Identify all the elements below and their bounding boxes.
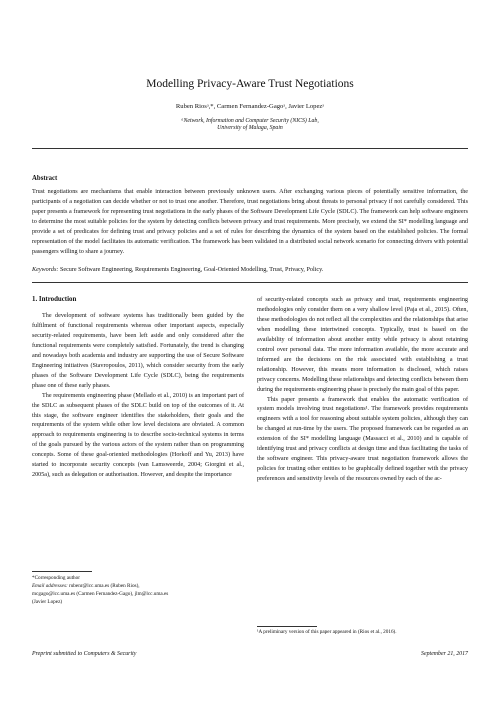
footnote-emails — [32, 582, 244, 590]
body-paragraph: of security-related concepts such as privacy and trust, requirements engineering methodologies only consider them on a very shallow level (Paja et al., 2015). Often, these methodologies do not reflect all the complexities and the relationships that arise when modelling these intertwined concepts. Typically, trust is based on the availability of information about another entity while privacy is about retaining control over personal data. The more information available, the more accurate and informed are the decisions on the risk associated with establishing a trust relationship. However, this means more information is disclosed, which raises privacy concerns. Modelling these relationships and detecting conflicts between them during the requirements engineering phase is precisely the main goal of this paper. — [257, 297, 468, 393]
footnote-email-2: mcgago@lcc.uma.es (Carmen Fernandez-Gago), jlm@lcc.uma.es — [32, 591, 169, 598]
footnote-email-1: rubenr@lcc.uma.es (Ruben Rios), — [68, 583, 140, 590]
mid-divider — [32, 282, 468, 283]
footnote-email-3: (Javier Lopez) — [32, 599, 63, 606]
top-divider — [32, 148, 468, 149]
right-column — [257, 296, 468, 485]
footnote-email-label: Email addresses: — [32, 583, 68, 590]
abstract-heading: Abstract — [32, 175, 58, 182]
footnote-divider — [32, 571, 92, 572]
affiliation-line-1: ᵃNetwork, Information and Computer Security (NICS) Lab, — [181, 118, 319, 124]
left-column — [32, 312, 244, 481]
keywords-label: Keywords: — [32, 267, 59, 273]
footer-submission-note: Preprint submitted to Computers & Security — [32, 651, 137, 657]
abstract-text: Trust negotiations are mechanisms that enable interaction between previously unknown users. After exchanging various pieces of potentially sensitive information, the participants of a negotiation can decide whether or not to trust one another. Therefore, trust negotiations bring about threats to personal privacy if not carefully considered. This paper presents a framework for representing trust negotiations in the early phases of the Software Development Life Cycle (SDLC). The framework can help software engineers to determine the most suitable policies for the system by detecting conflicts between privacy and trust requirements. More precisely, we extend the SI* modelling language and provide a set of predicates for defining trust and privacy policies and a set of rules for describing the dynamics of the system based on the established policies. The formal representation of the model facilitates its automatic verification. The framework has been validated in a distributed social network scenario for connecting drivers with potential passengers willing to share a journey. — [32, 189, 468, 255]
affiliation — [0, 118, 500, 132]
body-paragraph: The development of software systems has traditionally been guided by the fulfilment of functional requirements whereas other important aspects, especially security-related requirements, have been left aside and only considered after the functional requirements were completely satisfied. Fortunately, the trend is changing and nowadays both academia and industry are supporting the use of Secure Software Engineering initiatives (Stavropoulos, 2011), which consider security from the early phases of the Software Development Life Cycle (SDLC), being the requirements phase one of these early phases. — [32, 313, 244, 389]
section-heading: 1. Introduction — [32, 296, 77, 303]
footer-date: September 21, 2017 — [421, 651, 468, 657]
preliminary-version-footnote: ¹A preliminary version of this paper appeared in (Rios et al., 2016). — [257, 629, 397, 635]
paper-title: Modelling Privacy-Aware Trust Negotiations — [146, 78, 354, 90]
keywords-list: Secure Software Engineering, Requirements Engineering, Goal-Oriented Modelling, Trust, Privacy, Policy. — [59, 267, 324, 273]
author-list: Ruben Riosᵃ,*, Carmen Fernandez-Gagoᵃ, Javier Lopezᵃ — [175, 103, 325, 110]
affiliation-line-2: University of Malaga, Spain — [217, 125, 283, 132]
footnote-corresponding: *Corresponding author — [32, 575, 80, 581]
corresponding-author-footnote — [32, 574, 244, 606]
body-paragraph: This paper presents a framework that enables the automatic verification of system models involving trust negotiations¹. The framework provides requirements engineers with a tool for reasoning about suitable system policies, although they can be changed at run-time by the users. The proposed framework can be regarded as an extension of the SI* modelling language (Massacci et al., 2010) and is capable of identifying trust and privacy conflicts at design time and thus facilitating the tasks of the software engineer. This privacy-aware trust negotiation framework allows the policies for trusting other entities to be graphically defined together with the privacy preferences and sensitivity levels of the resources owned by each of the ac- — [257, 396, 468, 483]
body-paragraph: The requirements engineering phase (Mellado et al., 2010) is an important part of the SDLC as subsequent phases of the SDLC build on top of the outcomes of it. At this stage, the software engineer identifies the stakeholders, their goals and the requirements of the system while other low level decisions are obviated. A common approach to requirements engineering is to describe socio-technical systems in terms of the goals pursued by the various actors of the system rather than on programming concepts. Some of these goal-oriented methodologies (Horkoff and Yu, 2013) have started to incorporate security concepts (van Lamsweerde, 2004; Giorgini et al., 2005a), such as delegation or authorisation. However, and despite the importance — [32, 392, 244, 479]
keywords-line — [32, 267, 468, 273]
footnote-divider — [257, 626, 317, 627]
